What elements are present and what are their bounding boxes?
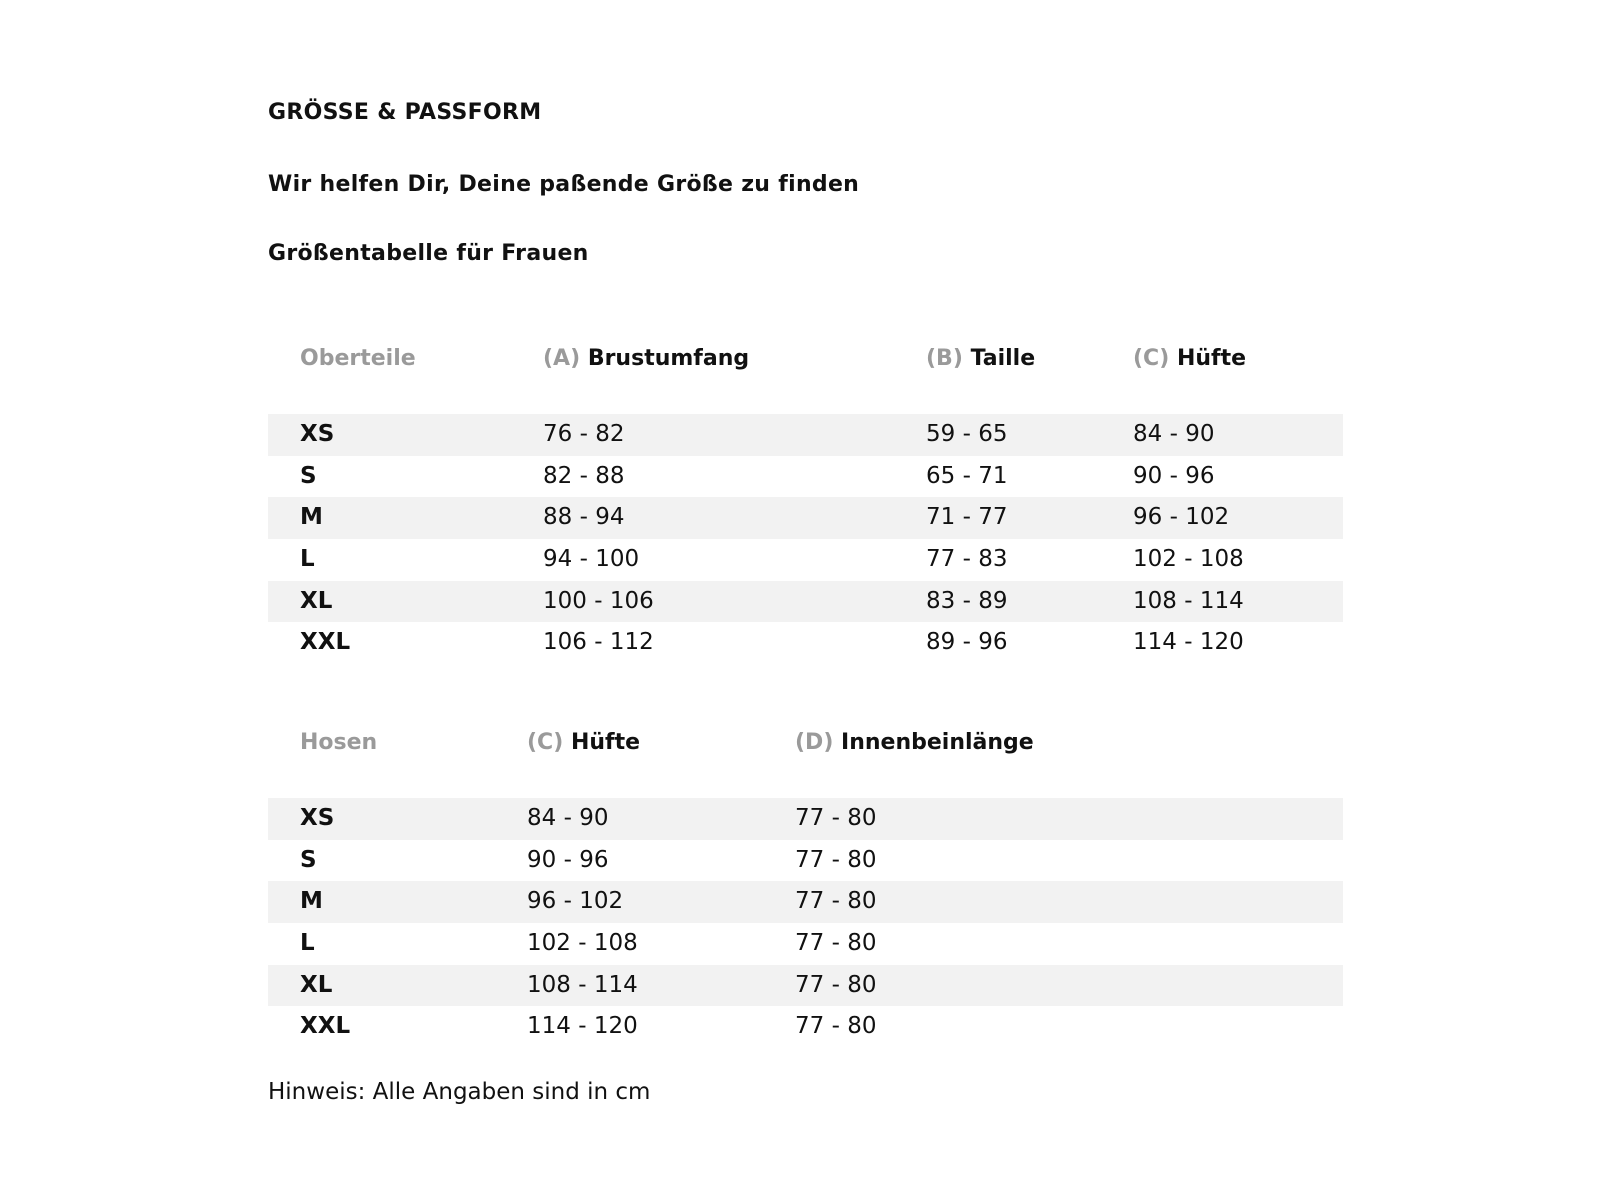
header-prefix: (B) [926, 346, 963, 371]
tops-header-waist [926, 346, 1035, 371]
size-cell: XS [300, 421, 335, 447]
table-row [268, 414, 1343, 456]
value-cell: 77 - 80 [795, 1013, 877, 1040]
tops-header-chest [543, 346, 749, 371]
table-row [268, 798, 1343, 840]
page-title: GRÖSSE & PASSFORM [268, 100, 542, 125]
tops-table-header [268, 336, 1343, 414]
value-cell: 89 - 96 [926, 629, 1008, 656]
value-cell: 77 - 80 [795, 930, 877, 957]
value-cell: 59 - 65 [926, 421, 1008, 447]
tops-size-table [268, 336, 1343, 664]
table-row [268, 881, 1343, 923]
value-cell: 106 - 112 [543, 629, 654, 656]
size-cell: S [300, 846, 317, 873]
table-row [268, 923, 1343, 965]
size-cell: M [300, 504, 323, 531]
size-cell: XS [300, 805, 335, 831]
header-prefix: (C) [1133, 346, 1170, 371]
value-cell: 71 - 77 [926, 504, 1008, 531]
value-cell: 100 - 106 [543, 587, 654, 614]
header-label: Brustumfang [587, 346, 750, 371]
size-cell: L [300, 930, 315, 957]
value-cell: 77 - 83 [926, 546, 1008, 573]
pants-header-hip [527, 730, 640, 755]
table-row [268, 1006, 1343, 1048]
table-row [268, 456, 1343, 498]
value-cell: 84 - 90 [527, 805, 609, 831]
value-cell: 90 - 96 [527, 846, 609, 873]
header-label: Innenbeinlänge [841, 730, 1034, 755]
value-cell: 96 - 102 [527, 888, 624, 915]
value-cell: 77 - 80 [795, 888, 877, 915]
header-prefix: (A) [543, 346, 581, 371]
value-cell: 102 - 108 [1133, 546, 1244, 573]
header-label: Taille [970, 346, 1036, 371]
value-cell: 65 - 71 [926, 462, 1008, 489]
value-cell: 90 - 96 [1133, 462, 1215, 489]
value-cell: 114 - 120 [1133, 629, 1244, 656]
size-cell: XXL [300, 629, 351, 656]
value-cell: 77 - 80 [795, 971, 877, 998]
value-cell: 84 - 90 [1133, 421, 1215, 447]
value-cell: 94 - 100 [543, 546, 640, 573]
size-cell: XXL [300, 1013, 351, 1040]
value-cell: 102 - 108 [527, 930, 638, 957]
header-prefix: (D) [795, 730, 834, 755]
size-cell: S [300, 462, 317, 489]
header-label: Hüfte [1176, 346, 1247, 371]
value-cell: 108 - 114 [1133, 587, 1244, 614]
header-prefix: (C) [527, 730, 564, 755]
table-row [268, 622, 1343, 664]
size-cell: L [300, 546, 315, 573]
value-cell: 88 - 94 [543, 504, 625, 531]
pants-header-inseam [795, 730, 1034, 755]
size-cell: XL [300, 587, 333, 614]
value-cell: 83 - 89 [926, 587, 1008, 614]
value-cell: 108 - 114 [527, 971, 638, 998]
value-cell: 114 - 120 [527, 1013, 638, 1040]
table-row [268, 965, 1343, 1007]
value-cell: 76 - 82 [543, 421, 625, 447]
section-title: Größentabelle für Frauen [268, 241, 589, 266]
table-row [268, 581, 1343, 623]
table-row [268, 539, 1343, 581]
value-cell: 96 - 102 [1133, 504, 1230, 531]
header-label: Hüfte [570, 730, 641, 755]
size-cell: M [300, 888, 323, 915]
pants-size-table [268, 720, 1343, 1048]
value-cell: 77 - 80 [795, 805, 877, 831]
pants-table-header [268, 720, 1343, 798]
tops-header-hip [1133, 346, 1246, 371]
value-cell: 82 - 88 [543, 462, 625, 489]
units-note: Hinweis: Alle Angaben sind in cm [268, 1079, 651, 1105]
value-cell: 77 - 80 [795, 846, 877, 873]
size-cell: XL [300, 971, 333, 998]
tops-category-label: Oberteile [300, 346, 416, 371]
table-row [268, 497, 1343, 539]
page-subtitle: Wir helfen Dir, Deine paßende Größe zu finden [268, 172, 860, 197]
table-row [268, 840, 1343, 882]
pants-category-label: Hosen [300, 730, 378, 755]
